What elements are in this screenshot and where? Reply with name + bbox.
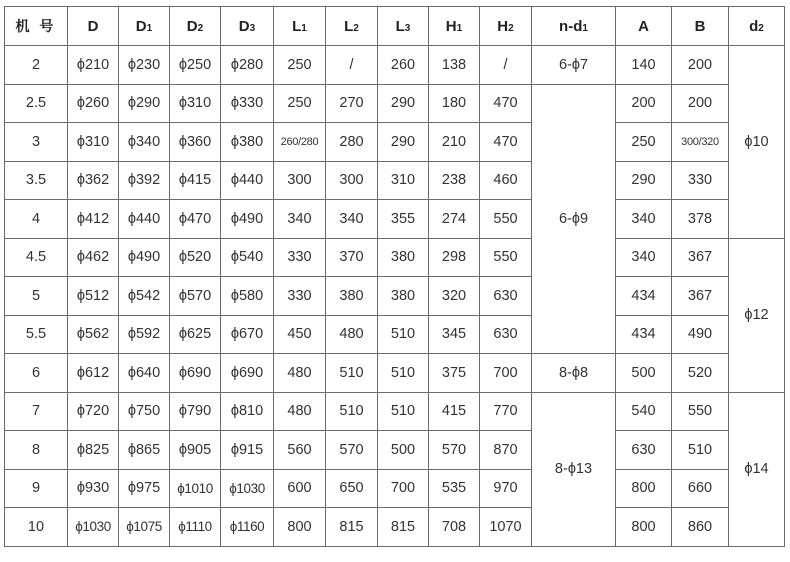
header-b-label: B: [694, 17, 706, 35]
cell-l3: 500: [378, 431, 429, 470]
cell-l3: 260: [378, 46, 429, 85]
header-a: [616, 7, 672, 46]
cell-d: ϕ612: [68, 354, 119, 393]
cell-b: 367: [672, 238, 729, 277]
cell-model: 3.5: [5, 161, 68, 200]
header-d1-subscript: 1: [146, 22, 153, 34]
cell-b: 490: [672, 315, 729, 354]
cell-d3: ϕ670: [221, 315, 274, 354]
cell-model: 4: [5, 200, 68, 239]
cell-d2: ϕ360: [170, 123, 221, 162]
cell-l2: 380: [326, 277, 378, 316]
cell-b: 860: [672, 508, 729, 547]
table-row: [5, 123, 785, 162]
cell-model: 6: [5, 354, 68, 393]
cell-d: ϕ562: [68, 315, 119, 354]
cell-a: 140: [616, 46, 672, 85]
cell-a: 800: [616, 508, 672, 547]
cell-d1: ϕ542: [119, 277, 170, 316]
cell-d3: ϕ280: [221, 46, 274, 85]
cell-n-d1-group: 6-ϕ9: [532, 84, 616, 354]
cell-d1: ϕ592: [119, 315, 170, 354]
cell-d3: ϕ915: [221, 431, 274, 470]
cell-h1: 180: [429, 84, 480, 123]
cell-a: 540: [616, 392, 672, 431]
cell-h1: 320: [429, 277, 480, 316]
cell-d2: ϕ520: [170, 238, 221, 277]
cell-b: 300/320: [672, 123, 729, 162]
cell-h2: 700: [480, 354, 532, 393]
table-row: [5, 238, 785, 277]
cell-l1: 250: [274, 84, 326, 123]
cell-h2: /: [480, 46, 532, 85]
cell-b: 200: [672, 84, 729, 123]
cell-d2: ϕ415: [170, 161, 221, 200]
cell-l3: 380: [378, 238, 429, 277]
cell-a: 340: [616, 238, 672, 277]
cell-d: ϕ310: [68, 123, 119, 162]
cell-d2-group: ϕ10: [729, 46, 785, 239]
cell-l3: 380: [378, 277, 429, 316]
cell-l3: 355: [378, 200, 429, 239]
table-row: [5, 84, 785, 123]
cell-d2: ϕ470: [170, 200, 221, 239]
header-d1: [119, 7, 170, 46]
cell-d3: ϕ690: [221, 354, 274, 393]
cell-d: ϕ210: [68, 46, 119, 85]
cell-l1: 480: [274, 392, 326, 431]
cell-h1: 138: [429, 46, 480, 85]
header-d1-label: D: [135, 17, 147, 35]
cell-h1: 238: [429, 161, 480, 200]
cell-a: 434: [616, 277, 672, 316]
cell-d3: ϕ540: [221, 238, 274, 277]
header-l2-label: L: [344, 17, 354, 35]
cell-l1: 330: [274, 277, 326, 316]
header-b: [672, 7, 729, 46]
cell-a: 630: [616, 431, 672, 470]
cell-a: 200: [616, 84, 672, 123]
cell-l1: 480: [274, 354, 326, 393]
cell-d2: ϕ250: [170, 46, 221, 85]
cell-d3: ϕ490: [221, 200, 274, 239]
cell-l1: 330: [274, 238, 326, 277]
header-d3-subscript: 3: [249, 22, 256, 34]
cell-h2: 770: [480, 392, 532, 431]
cell-l2: 570: [326, 431, 378, 470]
cell-d2: ϕ690: [170, 354, 221, 393]
cell-model: 2: [5, 46, 68, 85]
header-d2: [170, 7, 221, 46]
cell-d2: ϕ310: [170, 84, 221, 123]
cell-d: ϕ512: [68, 277, 119, 316]
cell-n-d1-group: 8-ϕ13: [532, 392, 616, 546]
cell-d1: ϕ750: [119, 392, 170, 431]
cell-l3: 310: [378, 161, 429, 200]
cell-d3: ϕ580: [221, 277, 274, 316]
cell-l3: 700: [378, 469, 429, 508]
cell-d: ϕ362: [68, 161, 119, 200]
cell-h1: 570: [429, 431, 480, 470]
cell-d: ϕ720: [68, 392, 119, 431]
cell-model: 3: [5, 123, 68, 162]
header-n-d1-subscript: 1: [582, 22, 588, 34]
cell-l2: 270: [326, 84, 378, 123]
cell-model: 7: [5, 392, 68, 431]
cell-d1: ϕ640: [119, 354, 170, 393]
cell-b: 520: [672, 354, 729, 393]
cell-model: 2.5: [5, 84, 68, 123]
header-d2-hole: [729, 7, 785, 46]
header-h1-subscript: 1: [456, 22, 463, 34]
cell-a: 500: [616, 354, 672, 393]
cell-b: 330: [672, 161, 729, 200]
cell-d3: ϕ1030: [221, 469, 274, 508]
cell-l3: 510: [378, 354, 429, 393]
header-l1-subscript: 1: [301, 22, 307, 34]
cell-b: 660: [672, 469, 729, 508]
cell-d: ϕ462: [68, 238, 119, 277]
header-d2-hole-subscript: 2: [758, 22, 764, 34]
cell-h2: 630: [480, 315, 532, 354]
table-row: [5, 161, 785, 200]
cell-h2: 1070: [480, 508, 532, 547]
cell-b: 510: [672, 431, 729, 470]
cell-d1: ϕ490: [119, 238, 170, 277]
cell-l1: 450: [274, 315, 326, 354]
cell-l1: 340: [274, 200, 326, 239]
cell-h1: 298: [429, 238, 480, 277]
header-l1: [274, 7, 326, 46]
header-model-label: 机 号: [15, 18, 57, 34]
cell-d1: ϕ1075: [119, 508, 170, 547]
cell-model: 4.5: [5, 238, 68, 277]
cell-l3: 510: [378, 315, 429, 354]
header-h1: [429, 7, 480, 46]
cell-l3: 290: [378, 123, 429, 162]
cell-d1: ϕ865: [119, 431, 170, 470]
cell-h1: 535: [429, 469, 480, 508]
table-body: [5, 46, 785, 547]
cell-d1: ϕ230: [119, 46, 170, 85]
cell-h1: 345: [429, 315, 480, 354]
table-row: [5, 508, 785, 547]
header-row: [5, 7, 785, 46]
table-row: [5, 200, 785, 239]
cell-l2: /: [326, 46, 378, 85]
cell-n-d1-group: 6-ϕ7: [532, 46, 616, 85]
cell-d: ϕ930: [68, 469, 119, 508]
header-d3: [221, 7, 274, 46]
cell-l1: 800: [274, 508, 326, 547]
cell-h1: 415: [429, 392, 480, 431]
cell-l2: 340: [326, 200, 378, 239]
cell-h2: 870: [480, 431, 532, 470]
header-n-d1: [532, 7, 616, 46]
cell-l1: 260/280: [274, 123, 326, 162]
header-l1-label: L: [292, 17, 302, 35]
header-l2: [326, 7, 378, 46]
cell-l2: 815: [326, 508, 378, 547]
header-model: [5, 7, 68, 46]
cell-b: 550: [672, 392, 729, 431]
cell-a: 340: [616, 200, 672, 239]
cell-d1: ϕ440: [119, 200, 170, 239]
cell-d1: ϕ975: [119, 469, 170, 508]
cell-d2-group: ϕ12: [729, 238, 785, 392]
cell-d: ϕ825: [68, 431, 119, 470]
header-l3-subscript: 3: [404, 22, 411, 34]
cell-d2: ϕ790: [170, 392, 221, 431]
header-d-label: D: [87, 17, 99, 35]
cell-d3: ϕ810: [221, 392, 274, 431]
table-row: [5, 277, 785, 316]
cell-d1: ϕ290: [119, 84, 170, 123]
header-h2-label: H: [497, 17, 509, 35]
header-d2-hole-label: d: [749, 17, 759, 35]
cell-b: 378: [672, 200, 729, 239]
cell-d1: ϕ392: [119, 161, 170, 200]
cell-a: 434: [616, 315, 672, 354]
header-a-label: A: [638, 17, 649, 35]
cell-d2: ϕ1010: [170, 469, 221, 508]
header-h2-subscript: 2: [508, 22, 514, 34]
cell-l1: 600: [274, 469, 326, 508]
cell-h1: 375: [429, 354, 480, 393]
cell-l2: 510: [326, 392, 378, 431]
cell-l2: 480: [326, 315, 378, 354]
cell-l1: 250: [274, 46, 326, 85]
cell-h2: 470: [480, 123, 532, 162]
cell-l2: 370: [326, 238, 378, 277]
table-row: [5, 315, 785, 354]
cell-model: 5: [5, 277, 68, 316]
cell-model: 10: [5, 508, 68, 547]
cell-l2: 650: [326, 469, 378, 508]
cell-d2: ϕ905: [170, 431, 221, 470]
cell-d: ϕ412: [68, 200, 119, 239]
cell-h2: 550: [480, 200, 532, 239]
cell-l3: 510: [378, 392, 429, 431]
table-row: [5, 469, 785, 508]
cell-d3: ϕ1160: [221, 508, 274, 547]
cell-l1: 300: [274, 161, 326, 200]
cell-b: 200: [672, 46, 729, 85]
header-d2-label: D: [186, 17, 198, 35]
table-row: [5, 46, 785, 85]
header-d: [68, 7, 119, 46]
cell-l2: 300: [326, 161, 378, 200]
table-row: [5, 354, 785, 393]
cell-a: 250: [616, 123, 672, 162]
spec-table: [4, 6, 785, 547]
cell-l3: 290: [378, 84, 429, 123]
cell-l2: 510: [326, 354, 378, 393]
header-d3-label: D: [238, 17, 250, 35]
cell-a: 800: [616, 469, 672, 508]
header-h2: [480, 7, 532, 46]
cell-d3: ϕ380: [221, 123, 274, 162]
cell-h2: 970: [480, 469, 532, 508]
header-l3-label: L: [395, 17, 405, 35]
cell-model: 8: [5, 431, 68, 470]
cell-h1: 708: [429, 508, 480, 547]
cell-h1: 210: [429, 123, 480, 162]
cell-model: 5.5: [5, 315, 68, 354]
header-n-d1-label: n-d: [559, 17, 583, 35]
cell-d: ϕ1030: [68, 508, 119, 547]
cell-h2: 470: [480, 84, 532, 123]
header-l3: [378, 7, 429, 46]
cell-d2: ϕ625: [170, 315, 221, 354]
cell-d2: ϕ570: [170, 277, 221, 316]
cell-l1: 560: [274, 431, 326, 470]
cell-model: 9: [5, 469, 68, 508]
table-row: [5, 431, 785, 470]
cell-d3: ϕ330: [221, 84, 274, 123]
cell-d3: ϕ440: [221, 161, 274, 200]
header-h1-label: H: [445, 17, 457, 35]
cell-l2: 280: [326, 123, 378, 162]
cell-n-d1-group: 8-ϕ8: [532, 354, 616, 393]
cell-d2: ϕ1110: [170, 508, 221, 547]
header-l2-subscript: 2: [353, 22, 359, 34]
cell-d2-group: ϕ14: [729, 392, 785, 546]
cell-h1: 274: [429, 200, 480, 239]
cell-l3: 815: [378, 508, 429, 547]
cell-d1: ϕ340: [119, 123, 170, 162]
cell-a: 290: [616, 161, 672, 200]
cell-h2: 460: [480, 161, 532, 200]
cell-h2: 630: [480, 277, 532, 316]
header-d2-subscript: 2: [197, 22, 204, 34]
table-row: [5, 392, 785, 431]
cell-d: ϕ260: [68, 84, 119, 123]
cell-b: 367: [672, 277, 729, 316]
cell-h2: 550: [480, 238, 532, 277]
